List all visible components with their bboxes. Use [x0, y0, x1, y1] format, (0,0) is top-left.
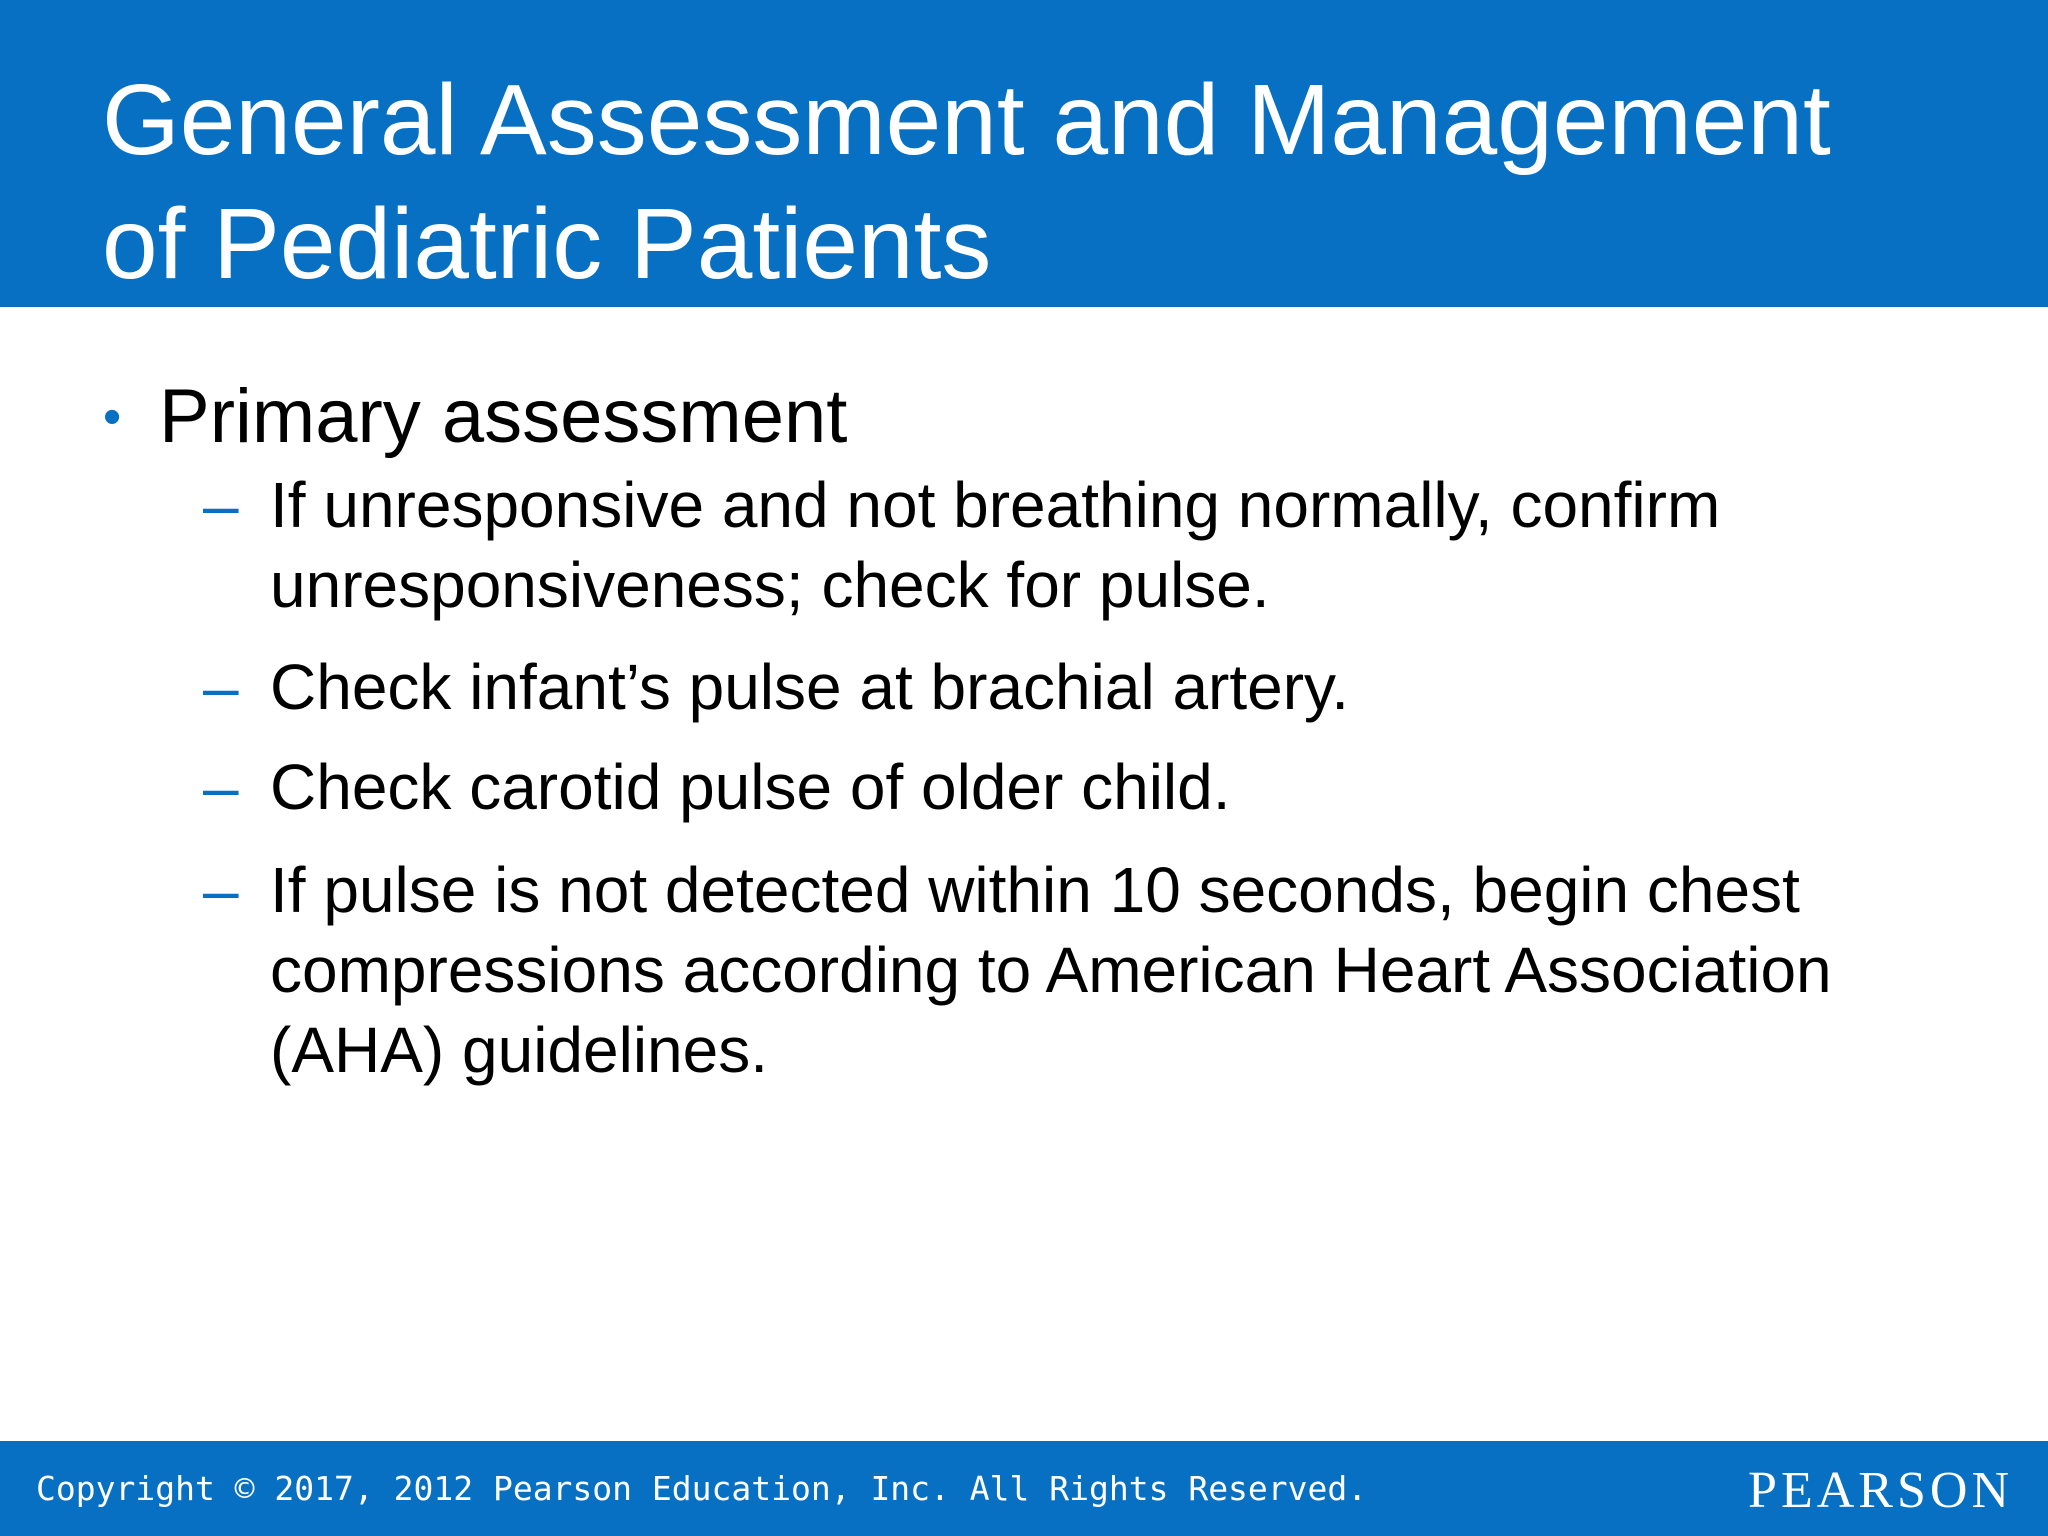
dash-icon: – [203, 651, 239, 723]
slide-title-line-2: of Pediatric Patients [102, 188, 992, 300]
sub-item-text: If unresponsive and not breathing normally, confirm unresponsiveness; check for pulse. [270, 469, 1721, 621]
bullet-text: Primary assessment [159, 374, 848, 459]
sub-item-text: Check infant’s pulse at brachial artery. [270, 651, 1350, 723]
copyright-notice: Copyright © 2017, 2012 Pearson Education, Inc. All Rights Reserved. [36, 1469, 1368, 1508]
sub-item-text: If pulse is not detected within 10 seconds, begin chest compressions according to American Heart Association (AHA) guidelines. [270, 854, 1832, 1086]
title-bar [0, 0, 2048, 307]
slide-title [102, 58, 2002, 306]
slide-title-line-1: General Assessment and Management [102, 64, 1831, 176]
dash-icon: – [203, 854, 239, 926]
slide-content [0, 307, 2048, 1441]
dash-icon: – [203, 751, 239, 823]
dash-icon: – [203, 469, 239, 541]
footer-bar [0, 1441, 2048, 1536]
pearson-logo: PEARSON [1748, 1462, 2013, 1519]
bullet-icon: • [103, 388, 122, 446]
sub-item-text: Check carotid pulse of older child. [270, 751, 1231, 823]
